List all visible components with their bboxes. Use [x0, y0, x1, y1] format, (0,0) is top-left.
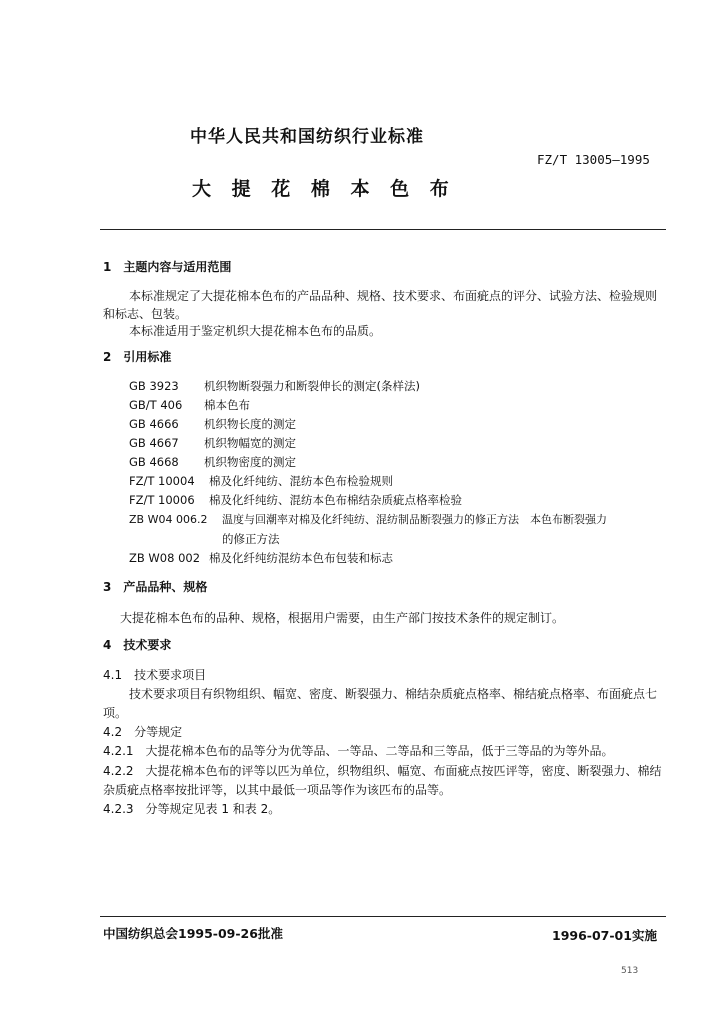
reference-code: FZ/T 10006 — [129, 493, 195, 507]
section-4-2-2-line-1: 4.2.2 大提花棉本色布的评等以匹为单位，织物组织、幅宽、布面疵点按匹评等，密度、断裂强力、棉结 — [103, 764, 662, 778]
approval-date: 中国纺织总会1995-09-26批准 — [103, 926, 283, 941]
section-4-2-heading: 4.2 分等规定 — [103, 725, 183, 739]
reference-code: FZ/T 10004 — [129, 474, 195, 488]
section-4-2-2-line-2: 杂质疵点格率按批评等，以其中最低一项品等作为该匹布的品等。 — [103, 783, 452, 797]
header-rule — [100, 229, 666, 230]
reference-item — [129, 474, 393, 488]
section-4-2-1: 4.2.1 大提花棉本色布的品等分为优等品、一等品、二等品和三等品，低于三等品的为等外品。 — [103, 744, 614, 758]
section-1-para-1-line-2: 和标志、包装。 — [103, 307, 188, 321]
section-3-para-1: 大提花棉本色布的品种、规格，根据用户需要，由生产部门按技术条件的规定制订。 — [120, 611, 565, 625]
issuer-title: 中华人民共和国纺织行业标准 — [190, 127, 424, 147]
section-2-heading: 2 引用标准 — [103, 350, 172, 364]
reference-item — [129, 455, 296, 469]
reference-title: 温度与回潮率对棉及化纤纯纺、混纺制品断裂强力的修正方法 本色布断裂强力 — [222, 513, 607, 526]
reference-title: 棉本色布 — [204, 398, 250, 412]
reference-code: ZB W08 002 — [129, 551, 201, 565]
section-1-para-2: 本标准适用于鉴定机织大提花棉本色布的品质。 — [129, 324, 382, 338]
section-4-heading: 4 技术要求 — [103, 638, 172, 652]
reference-code: GB 4667 — [129, 436, 179, 450]
effective-date: 1996-07-01实施 — [552, 928, 657, 943]
reference-item — [129, 417, 296, 431]
reference-code: GB 4668 — [129, 455, 179, 469]
reference-code: ZB W04 006.2 — [129, 513, 208, 526]
reference-title-continuation: 的修正方法 — [222, 532, 280, 546]
section-3-heading: 3 产品品种、规格 — [103, 580, 208, 594]
reference-item — [129, 513, 607, 527]
section-1-para-1-line-1: 本标准规定了大提花棉本色布的产品品种、规格、技术要求、布面疵点的评分、试验方法、检验规则 — [129, 289, 658, 303]
reference-title: 棉及化纤纯纺、混纺本色布检验规则 — [209, 474, 393, 488]
reference-code: GB 4666 — [129, 417, 179, 431]
reference-item — [129, 551, 393, 565]
page-number: 513 — [621, 966, 639, 976]
document-title: 大 提 花 棉 本 色 布 — [192, 178, 456, 200]
reference-title: 棉及化纤纯纺、混纺本色布棉结杂质疵点格率检验 — [209, 493, 462, 507]
reference-title: 棉及化纤纯纺混纺本色布包装和标志 — [209, 551, 393, 565]
section-4-1-heading: 4.1 技术要求项目 — [103, 668, 207, 682]
section-4-1-line-2: 项。 — [103, 706, 128, 720]
reference-title: 机织物密度的测定 — [204, 455, 296, 469]
reference-item — [129, 379, 420, 393]
section-1-heading: 1 主题内容与适用范围 — [103, 260, 232, 274]
reference-title: 机织物幅宽的测定 — [204, 436, 296, 450]
reference-code: GB 3923 — [129, 379, 179, 393]
section-4-2-3: 4.2.3 分等规定见表 1 和表 2。 — [103, 802, 281, 816]
reference-item — [129, 493, 462, 507]
standard-code: FZ/T 13005—1995 — [537, 152, 650, 167]
section-4-1-line-1: 技术要求项目有织物组织、幅宽、密度、断裂强力、棉结杂质疵点格率、棉结疵点格率、布面疵点七 — [129, 687, 658, 701]
reference-item — [129, 398, 250, 412]
reference-title: 机织物长度的测定 — [204, 417, 296, 431]
footer-rule — [100, 916, 666, 917]
reference-item — [129, 436, 296, 450]
reference-title: 机织物断裂强力和断裂伸长的测定(条样法) — [204, 379, 420, 393]
reference-code: GB/T 406 — [129, 398, 183, 412]
